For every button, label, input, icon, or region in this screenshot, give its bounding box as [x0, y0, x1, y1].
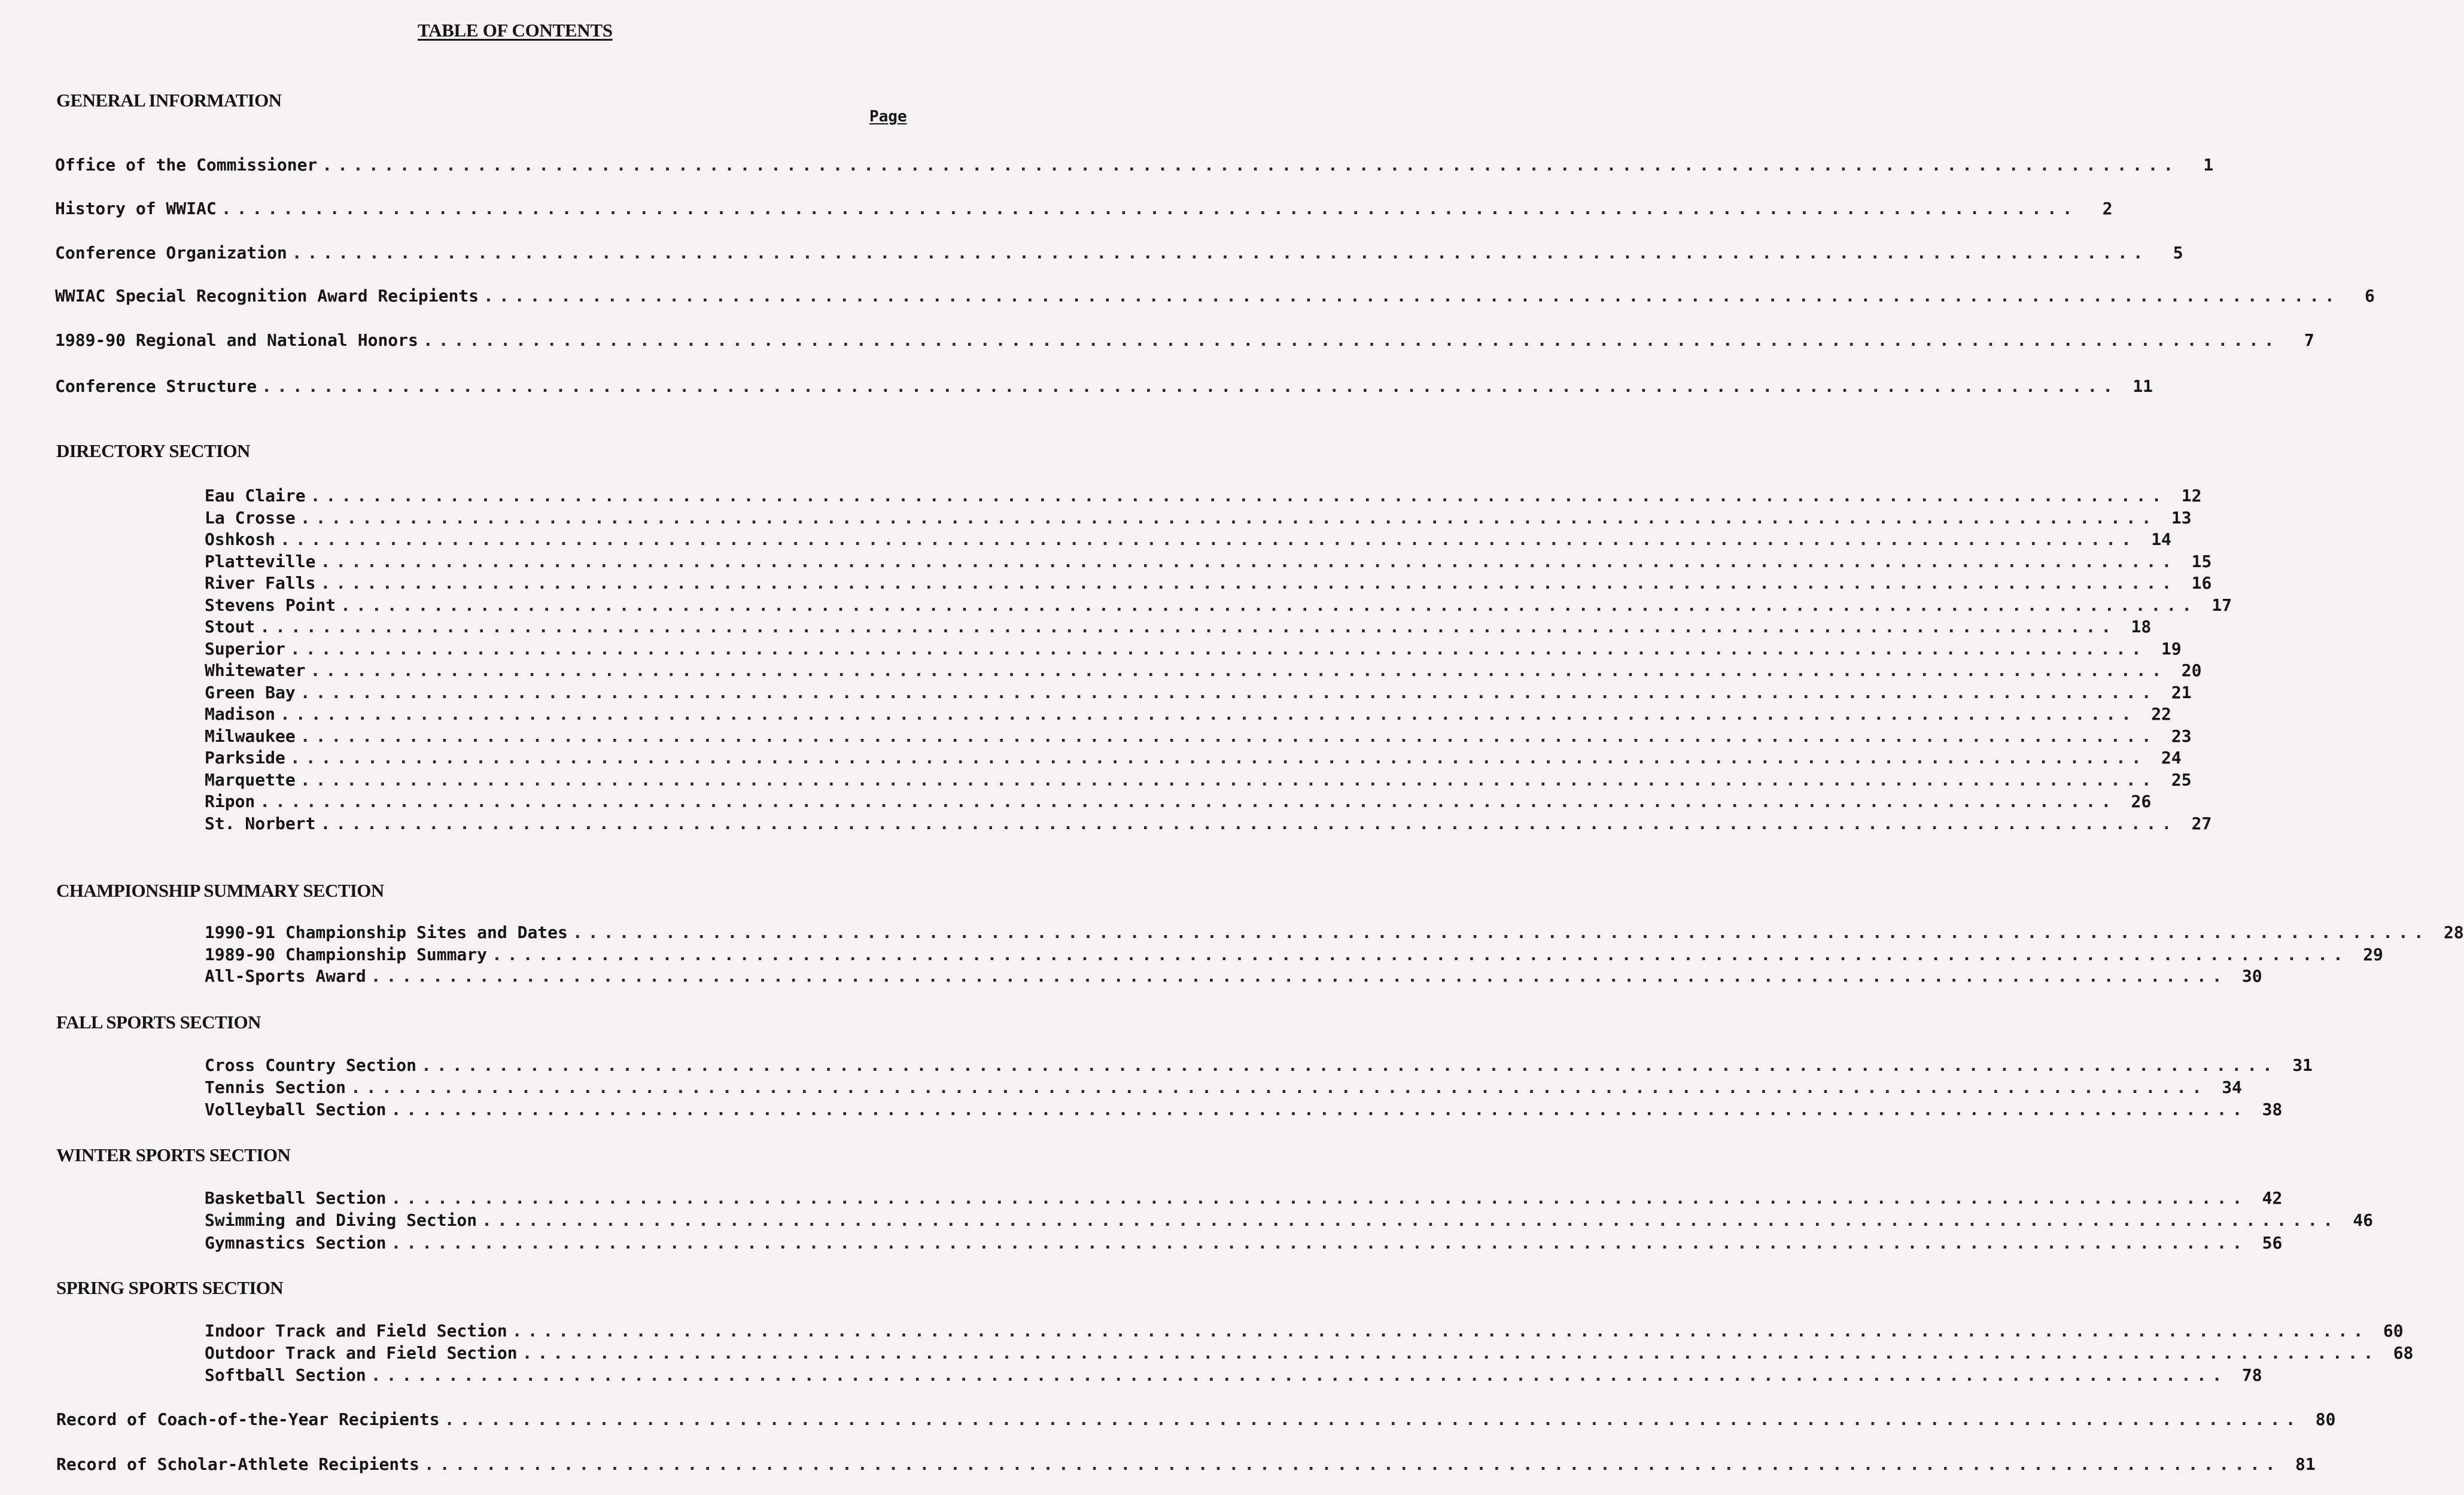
entry-page: 27: [2191, 814, 2212, 833]
entry-page: 16: [2191, 573, 2212, 593]
entry-page: 30: [2241, 966, 2262, 986]
leader-dots: ........................................................................................................................: [221, 199, 2078, 218]
entry-label: Outdoor Track and Field Section: [205, 1343, 518, 1363]
toc-entry-all-sports-award: [205, 966, 2262, 987]
section-heading-championship-summary: CHAMPIONSHIP SUMMARY SECTION: [56, 880, 384, 901]
entry-label: Oshkosh: [205, 529, 276, 549]
leader-dots: ........................................................................................................................: [512, 1321, 2369, 1341]
toc-entry-coach-of-the-year: [56, 1409, 2336, 1430]
toc-entry-swimming-diving: [205, 1210, 2374, 1231]
entry-label: Whitewater: [205, 660, 306, 680]
entry-label: 1989-90 Championship Summary: [205, 945, 488, 964]
section-heading-directory: DIRECTORY SECTION: [56, 440, 250, 461]
leader-dots: ........................................................................................................................: [370, 1365, 2228, 1385]
toc-entry-river-falls: [205, 573, 2212, 594]
toc-entry-championship-sites-dates: [205, 922, 2464, 943]
entry-label: Stevens Point: [205, 595, 336, 615]
entry-page: 15: [2191, 552, 2212, 571]
entry-page: 1: [2203, 155, 2214, 175]
leader-dots: ........................................................................................................................: [391, 1100, 2248, 1119]
leader-dots: ........................................................................................................................: [421, 1055, 2278, 1075]
entry-page: 7: [2304, 330, 2314, 350]
toc-entry-scholar-athlete: [56, 1454, 2316, 1475]
entry-label: Softball Section: [205, 1365, 366, 1385]
leader-dots: ........................................................................................................................: [522, 1343, 2379, 1363]
entry-label: River Falls: [205, 573, 316, 593]
toc-entry-championship-summary: [205, 944, 2383, 966]
entry-label: St. Norbert: [205, 814, 316, 833]
entry-page: 56: [2262, 1233, 2283, 1253]
entry-label: Parkside: [205, 748, 285, 768]
entry-page: 34: [2222, 1077, 2242, 1097]
leader-dots: ........................................................................................................................: [320, 573, 2177, 593]
leader-dots: ........................................................................................................................: [370, 966, 2228, 986]
entry-label: Ripon: [205, 791, 255, 811]
leader-dots: ........................................................................................................................: [291, 243, 2149, 263]
leader-dots: ........................................................................................................................: [492, 945, 2349, 964]
entry-label: Basketball Section: [205, 1188, 387, 1208]
page-title: TABLE OF CONTENTS: [418, 20, 613, 41]
toc-entry-milwaukee: [205, 726, 2192, 747]
toc-entry-history-of-wwiac: [55, 198, 2113, 220]
entry-page: 26: [2131, 791, 2152, 811]
entry-label: Record of Coach-of-the-Year Recipients: [56, 1409, 440, 1429]
entry-page: 17: [2211, 595, 2232, 615]
entry-page: 80: [2315, 1409, 2336, 1429]
entry-page: 14: [2151, 529, 2171, 549]
toc-entry-madison: [205, 704, 2171, 725]
entry-label: Milwaukee: [205, 726, 296, 746]
entry-label: Volleyball Section: [205, 1100, 387, 1119]
entry-label: All-Sports Award: [205, 966, 366, 986]
toc-entry-gymnastics: [205, 1232, 2283, 1254]
entry-label: Swimming and Diving Section: [205, 1210, 477, 1230]
leader-dots: ........................................................................................................................: [351, 1077, 2207, 1097]
toc-entry-special-recognition-award: [55, 285, 2375, 307]
toc-entry-stevens-point: [205, 595, 2232, 616]
entry-page: 19: [2161, 639, 2182, 659]
page-column-header: Page: [869, 108, 907, 126]
toc-entry-volleyball: [205, 1099, 2283, 1121]
entry-page: 20: [2181, 660, 2202, 680]
entry-label: Marquette: [205, 770, 296, 790]
leader-dots: ........................................................................................................................: [280, 704, 2137, 724]
toc-entry-conference-organization: [55, 242, 2183, 264]
entry-label: Madison: [205, 704, 276, 724]
leader-dots: ........................................................................................................................: [320, 814, 2177, 833]
entry-label: 1990-91 Championship Sites and Dates: [205, 922, 568, 942]
entry-page: 2: [2102, 199, 2113, 218]
toc-entry-indoor-track-field: [205, 1320, 2404, 1342]
toc-entry-la-crosse: [205, 507, 2192, 529]
leader-dots: ........................................................................................................................: [572, 922, 2429, 942]
toc-entry-st-norbert: [205, 813, 2212, 835]
entry-page: 11: [2133, 376, 2153, 396]
leader-dots: ........................................................................................................................: [310, 660, 2167, 680]
entry-page: 81: [2295, 1454, 2316, 1474]
entry-page: 24: [2161, 748, 2182, 768]
leader-dots: ........................................................................................................................: [444, 1409, 2301, 1429]
entry-label: Green Bay: [205, 683, 296, 702]
toc-entry-cross-country: [205, 1055, 2313, 1076]
entry-label: Tennis Section: [205, 1077, 346, 1097]
leader-dots: ........................................................................................................................: [391, 1233, 2248, 1253]
entry-page: 23: [2171, 726, 2192, 746]
leader-dots: ........................................................................................................................: [320, 552, 2177, 571]
entry-label: Conference Structure: [55, 376, 257, 396]
entry-page: 5: [2173, 243, 2183, 263]
entry-page: 29: [2363, 945, 2383, 964]
entry-label: Record of Scholar-Athlete Recipients: [56, 1454, 419, 1474]
section-heading-spring-sports: SPRING SPORTS SECTION: [56, 1277, 284, 1298]
toc-entry-oshkosh: [205, 529, 2171, 550]
toc-entry-whitewater: [205, 660, 2202, 681]
toc-entry-office-of-the-commissioner: [55, 154, 2214, 176]
leader-dots: ........................................................................................................................: [260, 617, 2117, 637]
entry-page: 18: [2131, 617, 2152, 637]
entry-page: 78: [2241, 1365, 2262, 1385]
entry-page: 60: [2383, 1321, 2404, 1341]
entry-label: Gymnastics Section: [205, 1233, 387, 1253]
leader-dots: ........................................................................................................................: [300, 770, 2157, 790]
leader-dots: ........................................................................................................................: [483, 286, 2340, 306]
section-heading-general-information: GENERAL INFORMATION: [56, 90, 282, 111]
entry-page: 31: [2292, 1055, 2313, 1075]
entry-page: 28: [2444, 922, 2464, 942]
toc-entry-green-bay: [205, 682, 2192, 704]
entry-page: 22: [2151, 704, 2171, 724]
entry-page: 21: [2171, 683, 2192, 702]
toc-entry-softball: [205, 1365, 2262, 1386]
entry-page: 6: [2365, 286, 2375, 306]
entry-label: Cross Country Section: [205, 1055, 417, 1075]
section-heading-winter-sports: WINTER SPORTS SECTION: [56, 1144, 291, 1165]
entry-label: Stout: [205, 617, 255, 637]
entry-label: History of WWIAC: [55, 199, 217, 218]
leader-dots: ........................................................................................................................: [424, 1454, 2281, 1474]
entry-label: Eau Claire: [205, 486, 306, 506]
leader-dots: ........................................................................................................................: [482, 1210, 2339, 1230]
entry-page: 38: [2262, 1100, 2283, 1119]
toc-entry-regional-national-honors: [55, 330, 2314, 351]
leader-dots: ........................................................................................................................: [340, 595, 2198, 615]
leader-dots: ........................................................................................................................: [300, 508, 2157, 528]
leader-dots: ........................................................................................................................: [280, 529, 2137, 549]
leader-dots: ........................................................................................................................: [290, 748, 2147, 768]
entry-label: Conference Organization: [55, 243, 287, 263]
leader-dots: ........................................................................................................................: [290, 639, 2147, 659]
entry-label: La Crosse: [205, 508, 296, 528]
toc-entry-basketball: [205, 1188, 2283, 1209]
toc-entry-tennis: [205, 1077, 2242, 1098]
leader-dots: ........................................................................................................................: [300, 726, 2157, 746]
entry-page: 68: [2393, 1343, 2414, 1363]
toc-entry-ripon: [205, 791, 2152, 812]
toc-entry-conference-structure: [55, 376, 2153, 397]
toc-entry-outdoor-track-field: [205, 1342, 2414, 1364]
toc-entry-parkside: [205, 747, 2182, 769]
leader-dots: ........................................................................................................................: [391, 1188, 2248, 1208]
toc-entry-stout: [205, 616, 2152, 638]
entry-label: Indoor Track and Field Section: [205, 1321, 507, 1341]
entry-page: 25: [2171, 770, 2192, 790]
leader-dots: ........................................................................................................................: [260, 791, 2117, 811]
toc-entry-marquette: [205, 769, 2192, 791]
entry-page: 12: [2181, 486, 2202, 506]
entry-label: Superior: [205, 639, 285, 659]
leader-dots: ........................................................................................................................: [261, 376, 2119, 396]
entry-label: WWIAC Special Recognition Award Recipients: [55, 286, 479, 306]
leader-dots: ........................................................................................................................: [300, 683, 2157, 702]
section-heading-fall-sports: FALL SPORTS SECTION: [56, 1012, 261, 1033]
leader-dots: ........................................................................................................................: [310, 486, 2167, 506]
toc-entry-superior: [205, 638, 2182, 660]
leader-dots: ........................................................................................................................: [322, 155, 2179, 175]
leader-dots: ........................................................................................................................: [422, 330, 2280, 350]
entry-label: 1989-90 Regional and National Honors: [55, 330, 418, 350]
toc-entry-platteville: [205, 551, 2212, 573]
entry-page: 42: [2262, 1188, 2283, 1208]
entry-label: Office of the Commissioner: [55, 155, 318, 175]
toc-entry-eau-claire: [205, 485, 2202, 507]
entry-page: 46: [2353, 1210, 2374, 1230]
entry-label: Platteville: [205, 552, 316, 571]
entry-page: 13: [2171, 508, 2192, 528]
